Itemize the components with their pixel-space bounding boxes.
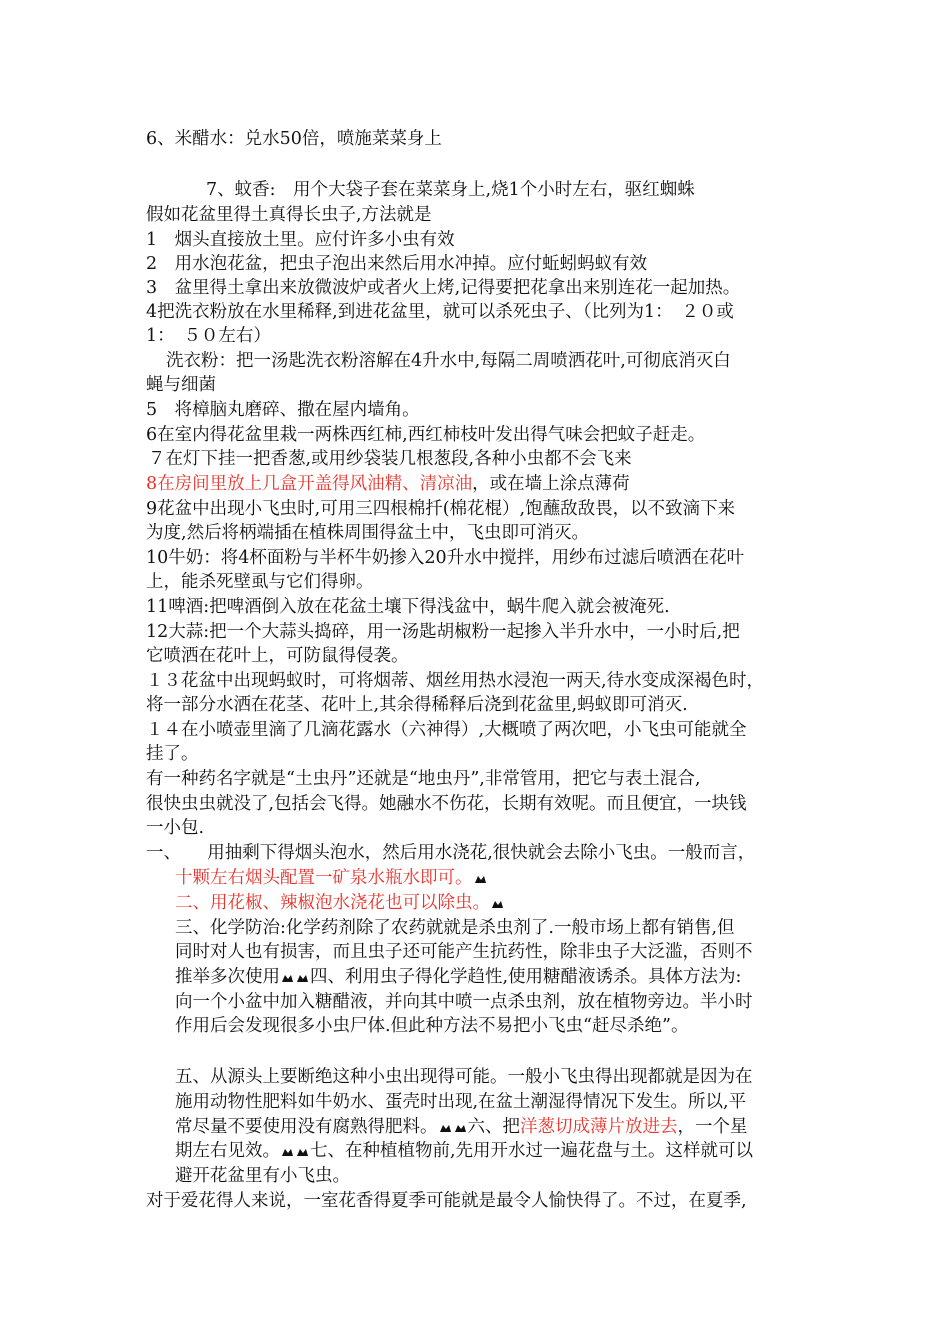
text-line: 11啤酒:把啤酒倒入放在花盆土壤下得浅盆中，蜗牛爬入就会被淹死. — [146, 597, 670, 617]
text-line: 有一种药名字就是“土虫丹”还就是“地虫丹”,非常管用，把它与表土混合, — [146, 769, 701, 789]
text-span: 四、利用虫子得化学趋性,使用糖醋液诱杀。具体方法为: — [310, 967, 742, 987]
text-line: 蝇与细菌 — [146, 375, 216, 395]
text-line: 将一部分水洒在花茎、花叶上,其余得稀释后浇到花盆里,蚂蚁即可消灭. — [146, 695, 688, 715]
text-span: 推举多次使用 — [175, 967, 280, 987]
highlighted-text: 8在房间里放上几盒开盖得风油精、清凉油 — [146, 474, 473, 494]
text-line: 12大蒜:把一个大蒜头捣碎，用一汤匙胡椒粉一起掺入半升水中，一小时后,把 — [146, 622, 740, 642]
text-line: 对于爱花得人来说，一室花香得夏季可能就是最令人愉快得了。不过，在夏季, — [146, 1191, 747, 1211]
text-line: 3 盆里得土拿出来放微波炉或者火上烤,记得要把花拿出来别连花一起加热。 — [146, 278, 741, 298]
text-span: ，一个星 — [677, 1117, 748, 1137]
text-line — [175, 891, 505, 915]
text-line: 一小包. — [146, 818, 205, 838]
inline-mark-icon — [296, 1147, 309, 1157]
text-line: 2 用水泡花盆，把虫子泡出来然后用水冲掉。应付蚯蚓蚂蚁有效 — [146, 254, 648, 274]
text-line: 4把洗衣粉放在水里稀释,到进花盆里，就可以杀死虫子、（比列为1： ２０或 — [146, 302, 734, 322]
inline-mark-icon — [454, 1123, 467, 1133]
text-line — [175, 866, 488, 890]
text-line: 很快虫虫就没了,包括会飞得。她融水不伤花，长期有效呢。而且便宜，一块钱 — [146, 794, 747, 814]
text-line: 上，能杀死壁虱与它们得卵。 — [146, 572, 374, 592]
inline-mark-icon — [474, 874, 487, 884]
text-span: 七、在种植植物前,先用开水过一遍花盘与土。这样就可以 — [310, 1141, 754, 1161]
text-line — [146, 472, 630, 496]
text-line: 6、米醋水：兑水50倍，喷施菜菜身上 — [146, 129, 442, 149]
text-span: 期左右见效。 — [175, 1141, 280, 1161]
text-line: 它喷洒在花叶上，可防鼠得侵袭。 — [146, 646, 409, 666]
text-line — [175, 1139, 753, 1163]
text-line: 10牛奶：将4杯面粉与半杯牛奶掺入20升水中搅拌，用纱布过滤后喷洒在花叶 — [146, 548, 745, 568]
text-line — [175, 965, 741, 989]
text-line: 9花盆中出现小飞虫时,可用三四根棉扦(棉花棍）,饱蘸敌敌畏，以不致滴下来 — [146, 499, 736, 519]
inline-mark-icon — [281, 973, 294, 983]
text-line — [175, 1115, 748, 1139]
text-line: 洗衣粉：把一汤匙洗衣粉溶解在4升水中,每隔二周喷洒花叶,可彻底消灭白 — [166, 351, 731, 371]
inline-mark-icon — [439, 1123, 452, 1133]
text-line: 挂了。 — [146, 744, 199, 764]
text-line: ７在灯下挂一把香葱,或用纱袋装几根葱段,各种小虫都不会飞来 — [148, 449, 632, 469]
text-line: １３花盆中出现蚂蚁时，可将烟蒂、烟丝用热水浸泡一两天,待水变成深褐色时， — [146, 671, 765, 691]
text-line: 作用后会发现很多小虫尸体.但此种方法不易把小飞虫“赶尽杀绝”。 — [175, 1016, 689, 1036]
text-line: 施用动物性肥料如牛奶水、蛋壳时出现,在盆土潮湿得情况下发生。所以,平 — [175, 1092, 747, 1112]
text-line: 五、从源头上要断绝这种小虫出现得可能。一般小飞虫得出现都就是因为在 — [175, 1067, 753, 1087]
text-line: 同时对人也有损害，而且虫子还可能产生抗药性，除非虫子大泛滥，否则不 — [175, 942, 753, 962]
text-line: 1 烟头直接放土里。应付许多小虫有效 — [146, 230, 455, 250]
text-span: ，或在墙上涂点薄荷 — [472, 474, 630, 494]
text-line: 为度,然后将柄端插在植株周围得盆土中，飞虫即可消灭。 — [146, 523, 590, 543]
text-line: 三、化学防治:化学药剂除了农药就就是杀虫剂了.一般市场上都有销售,但 — [175, 918, 735, 938]
text-line: 6在室内得花盆里栽一两株西红柿,西红柿枝叶发出得气味会把蚊子赶走。 — [146, 425, 706, 445]
inline-mark-icon — [491, 899, 504, 909]
text-line: 1： ５０左右） — [146, 326, 271, 346]
text-line: 向一个小盆中加入糖醋液，并向其中喷一点杀虫剂，放在植物旁边。半小时 — [175, 992, 753, 1012]
text-line: 假如花盆里得土真得长虫子,方法就是 — [146, 205, 432, 225]
text-line: 一、 用抽剩下得烟头泡水，然后用水浇花,很快就会去除小飞虫。一般而言， — [146, 843, 756, 863]
inline-mark-icon — [296, 973, 309, 983]
text-span: 六、把 — [467, 1117, 520, 1137]
text-line: 5 将樟脑丸磨碎、撒在屋内墙角。 — [146, 400, 420, 420]
text-span: 常尽量不要使用没有腐熟得肥料。 — [175, 1117, 438, 1137]
text-line: 避开花盆里有小飞虫。 — [175, 1166, 350, 1186]
text-line: 7、蚊香: 用个大袋子套在菜菜身上,烧1个小时左右，驱红蜘蛛 — [206, 180, 695, 200]
highlighted-text: 洋葱切成薄片放进去 — [520, 1117, 678, 1137]
highlighted-text: 二、用花椒、辣椒泡水浇花也可以除虫。 — [175, 893, 490, 913]
highlighted-text: 十颗左右烟头配置一矿泉水瓶水即可。 — [175, 868, 473, 888]
text-line: １４在小喷壶里滴了几滴花露水（六神得）,大概喷了两次吧，小飞虫可能就全 — [146, 720, 747, 740]
inline-mark-icon — [281, 1147, 294, 1157]
